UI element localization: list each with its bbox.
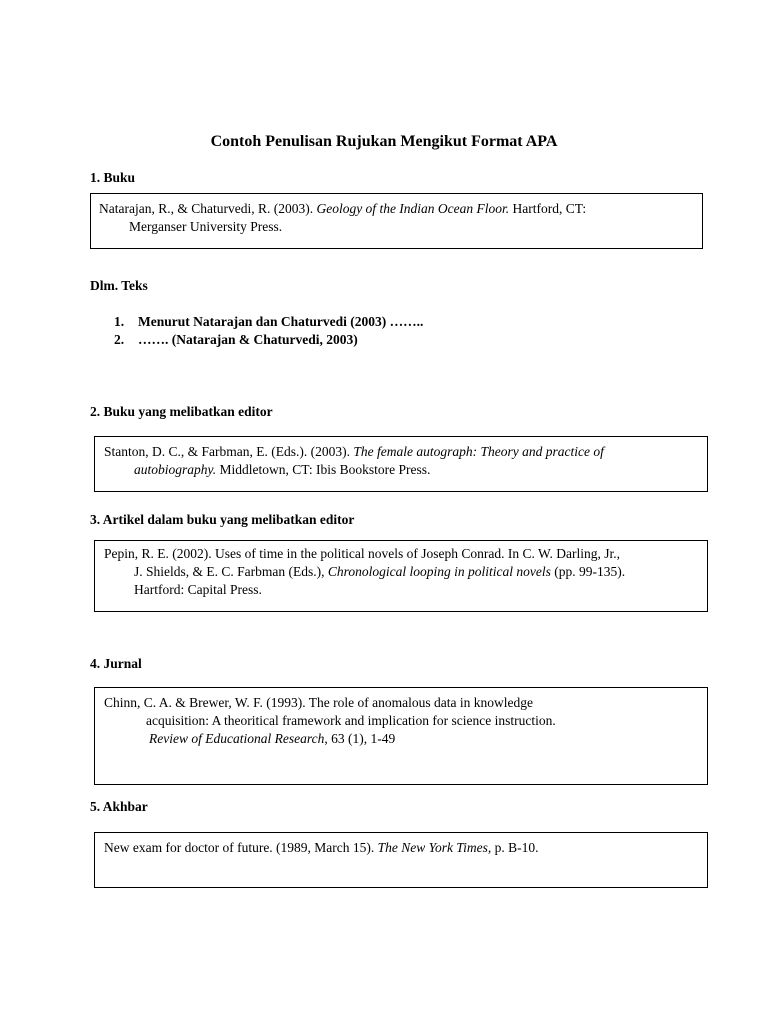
reference-line: acquisition: A theoritical framework and implication for science instruction.: [146, 713, 556, 728]
reference-text: Hartford, CT:: [509, 201, 587, 216]
section-heading-jurnal: 4. Jurnal: [90, 656, 142, 671]
reference-title-italic: Chronological looping in political novels: [327, 564, 551, 579]
reference-text: Stanton, D. C., & Farbman, E. (Eds.). (2003).: [104, 444, 354, 459]
section-heading-artikel: 3. Artikel dalam buku yang melibatkan editor: [90, 512, 355, 527]
reference-box-buku-editor: [94, 436, 708, 492]
reference-line: [104, 730, 707, 748]
section-heading-buku-editor: 2. Buku yang melibatkan editor: [90, 404, 273, 419]
reference-title-italic: The female autograph: Theory and practice of: [353, 444, 604, 459]
reference-title-italic: Review of Educational Research: [149, 731, 325, 746]
section-heading-dlm-teks: Dlm. Teks: [90, 278, 148, 293]
reference-text: New exam for doctor of future. (1989, March 15).: [104, 840, 378, 855]
list-text: Menurut Natarajan dan Chaturvedi (2003) ……..: [138, 314, 424, 329]
reference-line: [104, 839, 707, 857]
reference-text: , 63 (1), 1-49: [324, 731, 396, 746]
reference-line: [99, 200, 702, 218]
list-number: 1.: [114, 314, 125, 329]
reference-box-buku: [90, 193, 703, 249]
reference-line: [104, 443, 707, 461]
reference-box-jurnal: [94, 687, 708, 785]
reference-box-artikel: [94, 540, 708, 612]
list-item: [114, 331, 358, 349]
reference-line: [104, 461, 707, 479]
section-heading-akhbar: 5. Akhbar: [90, 799, 148, 814]
reference-line: Chinn, C. A. & Brewer, W. F. (1993). The role of anomalous data in knowledge: [104, 695, 533, 710]
reference-text: (pp. 99-135).: [550, 564, 626, 579]
list-text: ……. (Natarajan & Chaturvedi, 2003): [138, 332, 358, 347]
reference-title-italic: The New York Times,: [377, 840, 492, 855]
reference-title-italic: Geology of the Indian Ocean Floor.: [316, 201, 510, 216]
reference-text: J. Shields, & E. C. Farbman (Eds.),: [134, 564, 328, 579]
reference-line: Merganser University Press.: [129, 219, 283, 234]
reference-line: Pepin, R. E. (2002). Uses of time in the political novels of Joseph Conrad. In C. W. Darling, Jr.,: [104, 546, 620, 561]
reference-line: [104, 563, 707, 581]
list-number: 2.: [114, 332, 125, 347]
reference-title-italic: autobiography.: [134, 462, 217, 477]
reference-text: p. B-10.: [491, 840, 539, 855]
section-heading-buku: 1. Buku: [90, 170, 136, 185]
reference-box-akhbar: [94, 832, 708, 888]
document-title: Contoh Penulisan Rujukan Mengikut Format APA: [210, 133, 558, 150]
reference-text: Natarajan, R., & Chaturvedi, R. (2003).: [99, 201, 317, 216]
reference-line: Hartford: Capital Press.: [134, 582, 262, 597]
reference-text: Middletown, CT: Ibis Bookstore Press.: [216, 462, 431, 477]
list-item: [114, 313, 423, 331]
